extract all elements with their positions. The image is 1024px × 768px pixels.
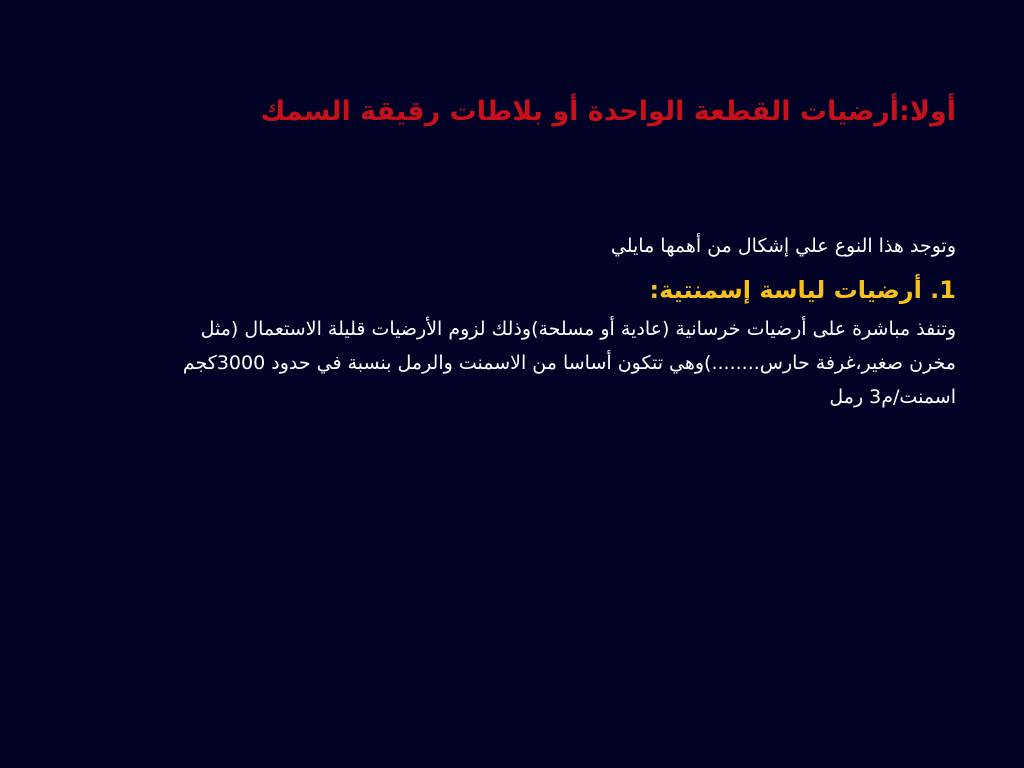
slide-title: أولا:أرضيات القطعة الواحدة أو بلاطات رقيقة السمك [260,96,956,127]
intro-text: وتوجد هذا النوع علي إشكال من أهمها مايلي [610,235,956,257]
section-heading: 1. أرضيات لياسة إسمنتية: [649,276,956,304]
section-paragraph: وتنفذ مباشرة على أرضيات خرسانية (عادية أو مسلحة)وذلك لزوم الأرضيات قليلة الاستعمال (مثل مخرن صغير،غرفة حارس........)وهي تتكون أساسا من الاسمنت والرمل بنسبة في حدود 3000كجم اسمنت/م3 رمل [182,318,956,408]
slide-body [156,226,956,414]
